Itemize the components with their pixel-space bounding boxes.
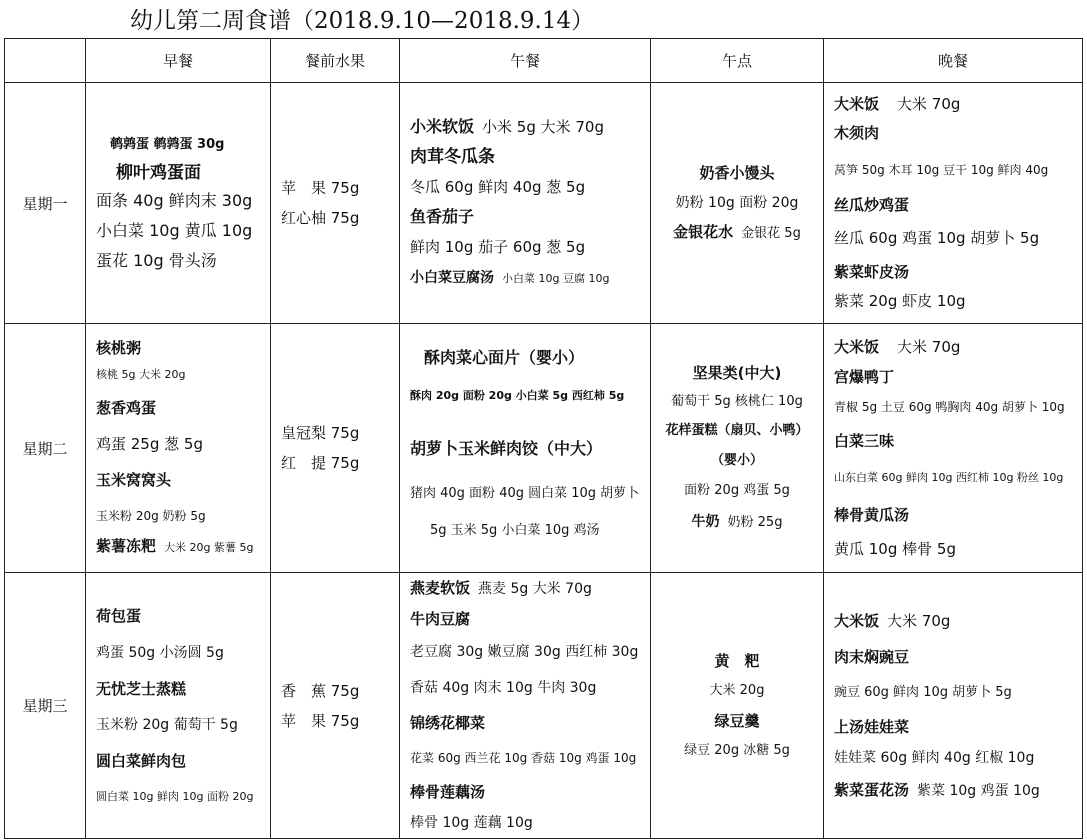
fruit-item: 红 提 75g xyxy=(281,454,360,472)
dinner-dish: 大米饭 xyxy=(834,338,880,356)
dinner-ingredients: 紫菜 20g 虾皮 10g xyxy=(834,292,966,310)
lunch-ingredients: 酥肉 20g 面粉 20g 小白菜 5g 西红柿 5g xyxy=(410,389,625,402)
dinner-dish: 上汤娃娃菜 xyxy=(834,718,910,736)
breakfast-ingredients: 蛋花 10g 骨头汤 xyxy=(96,251,217,270)
dinner-ingredients: 莴笋 50g 木耳 10g 豆干 10g 鲜肉 40g xyxy=(834,163,1049,177)
lunch-cell xyxy=(400,83,651,324)
breakfast-cell xyxy=(86,573,271,839)
day-label: 星期一 xyxy=(5,83,86,324)
breakfast-cell xyxy=(86,324,271,573)
snack-dish: 金银花水 xyxy=(673,223,734,241)
breakfast-ingredients: 圆白菜 10g 鲜肉 10g 面粉 20g xyxy=(96,789,254,803)
breakfast-ingredients: 小白菜 10g 黄瓜 10g xyxy=(96,221,253,240)
breakfast-dish: 核桃粥 xyxy=(96,339,142,357)
snack-ingredients: 绿豆 20g 冰糖 5g xyxy=(684,742,790,758)
dinner-ingredients: 大米 70g xyxy=(887,612,951,630)
breakfast-ingredients: 鸡蛋 25g 葱 5g xyxy=(96,435,203,453)
fruit-cell xyxy=(271,573,400,839)
page-title: 幼儿第二周食谱（2018.9.10—2018.9.14） xyxy=(130,8,595,34)
breakfast-dish: 葱香鸡蛋 xyxy=(96,399,157,417)
snack-dish: 奶香小馒头 xyxy=(699,164,775,182)
lunch-cell xyxy=(400,324,651,573)
dinner-dish: 木须肉 xyxy=(834,124,880,142)
dinner-ingredients: 大米 70g xyxy=(897,338,961,356)
day-label: 星期二 xyxy=(5,324,86,573)
snack-ingredients: 葡萄干 5g 核桃仁 10g xyxy=(671,394,803,409)
header-fruit: 餐前水果 xyxy=(271,39,400,83)
snack-ingredients: 奶粉 10g 面粉 20g xyxy=(675,195,799,211)
breakfast-dish: 无忧芝士蒸糕 xyxy=(96,679,187,698)
lunch-dish: 肉茸冬瓜条 xyxy=(410,147,495,167)
breakfast-ingredients: 玉米粉 20g 奶粉 5g xyxy=(96,509,206,523)
dinner-cell xyxy=(824,573,1083,839)
lunch-ingredients: 棒骨 10g 莲藕 10g xyxy=(410,815,533,831)
snack-ingredients: 金银花 5g xyxy=(741,226,801,241)
fruit-item: 苹 果 75g xyxy=(281,179,360,197)
dinner-ingredients: 娃娃菜 60g 鲜肉 40g 红椒 10g xyxy=(834,750,1035,766)
lunch-dish: 锦绣花椰菜 xyxy=(410,714,486,732)
breakfast-dish: 柳叶鸡蛋面 xyxy=(116,163,201,183)
fruit-item: 皇冠梨 75g xyxy=(281,424,360,442)
breakfast-ingredients: 玉米粉 20g 葡萄干 5g xyxy=(96,716,238,733)
header-row xyxy=(5,39,1083,83)
menu-table xyxy=(4,38,1083,839)
breakfast-dish: 荷包蛋 xyxy=(96,606,142,625)
dinner-ingredients: 丝瓜 60g 鸡蛋 10g 胡萝卜 5g xyxy=(834,229,1040,247)
lunch-ingredients: 香菇 40g 肉末 10g 牛肉 30g xyxy=(410,680,597,696)
lunch-ingredients: 老豆腐 30g 嫩豆腐 30g 西红柿 30g xyxy=(410,644,639,660)
snack-dish: 花样蛋糕（扇贝、小鸭） xyxy=(665,423,809,438)
fruit-item: 香 蕉 75g xyxy=(281,681,360,700)
lunch-dish: 燕麦软饭 xyxy=(410,579,471,597)
dinner-ingredients: 紫菜 10g 鸡蛋 10g xyxy=(917,783,1040,799)
lunch-ingredients: 花菜 60g 西兰花 10g 香菇 10g 鸡蛋 10g xyxy=(410,751,637,765)
breakfast-ingredients: 鸡蛋 50g 小汤圆 5g xyxy=(96,644,224,661)
header-snack: 午点 xyxy=(651,39,824,83)
dinner-ingredients: 山东白菜 60g 鲜肉 10g 西红柿 10g 粉丝 10g xyxy=(834,471,1064,484)
dinner-dish: 大米饭 xyxy=(834,95,880,113)
lunch-dish: 酥肉菜心面片（婴小） xyxy=(424,348,585,367)
lunch-dish: 鱼香茄子 xyxy=(410,207,475,226)
dinner-dish: 紫菜蛋花汤 xyxy=(834,781,910,799)
snack-dish: 坚果类(中大) xyxy=(692,364,782,382)
snack-ingredients: 面粉 20g 鸡蛋 5g xyxy=(684,483,790,498)
lunch-ingredients: 小米 5g 大米 70g xyxy=(482,118,604,136)
snack-dish: 黄 粑 xyxy=(714,651,760,670)
breakfast-ingredients: 核桃 5g 大米 20g xyxy=(96,368,186,381)
dinner-cell xyxy=(824,324,1083,573)
lunch-ingredients: 小白菜 10g 豆腐 10g xyxy=(502,272,610,285)
lunch-cell xyxy=(400,573,651,839)
dinner-ingredients: 豌豆 60g 鲜肉 10g 胡萝卜 5g xyxy=(834,685,1012,700)
table-row-wednesday xyxy=(5,573,1083,839)
table-row-tuesday xyxy=(5,324,1083,573)
snack-cell xyxy=(651,324,824,573)
dinner-ingredients: 黄瓜 10g 棒骨 5g xyxy=(834,540,956,558)
breakfast-dish: 玉米窝窝头 xyxy=(96,471,172,489)
header-corner xyxy=(5,39,86,83)
dinner-ingredients: 大米 70g xyxy=(897,95,961,113)
lunch-dish: 小白菜豆腐汤 xyxy=(410,270,494,286)
lunch-ingredients: 5g 玉米 5g 小白菜 10g 鸡汤 xyxy=(430,523,600,538)
lunch-ingredients: 猪肉 40g 面粉 40g 圆白菜 10g 胡萝卜 xyxy=(410,486,640,501)
lunch-ingredients: 燕麦 5g 大米 70g xyxy=(478,581,592,597)
dinner-dish: 棒骨黄瓜汤 xyxy=(834,506,910,524)
snack-ingredients: 奶粉 25g xyxy=(727,515,783,530)
breakfast-cell xyxy=(86,83,271,324)
lunch-dish: 小米软饭 xyxy=(410,117,475,136)
snack-cell xyxy=(651,573,824,839)
snack-ingredients: 大米 20g xyxy=(709,682,765,698)
fruit-item: 红心柚 75g xyxy=(281,209,360,227)
dinner-ingredients: 青椒 5g 土豆 60g 鸭胸肉 40g 胡萝卜 10g xyxy=(834,400,1065,414)
breakfast-dish: 圆白菜鲜肉包 xyxy=(96,751,187,770)
lunch-dish: 棒骨莲藕汤 xyxy=(410,783,486,801)
fruit-cell xyxy=(271,83,400,324)
snack-dish: （婴小） xyxy=(710,453,763,468)
dinner-dish: 肉末焖豌豆 xyxy=(834,648,910,666)
breakfast-ingredients: 大米 20g 紫薯 5g xyxy=(164,541,254,554)
dinner-dish: 紫菜虾皮汤 xyxy=(834,263,910,281)
dinner-dish: 大米饭 xyxy=(834,612,880,630)
header-breakfast: 早餐 xyxy=(86,39,271,83)
header-dinner: 晚餐 xyxy=(824,39,1083,83)
dinner-dish: 丝瓜炒鸡蛋 xyxy=(834,196,910,214)
breakfast-dish: 紫薯冻粑 xyxy=(96,537,157,555)
lunch-ingredients: 鲜肉 10g 茄子 60g 葱 5g xyxy=(410,238,586,256)
lunch-ingredients: 冬瓜 60g 鲜肉 40g 葱 5g xyxy=(410,178,586,196)
snack-cell xyxy=(651,83,824,324)
fruit-cell xyxy=(271,324,400,573)
day-label: 星期三 xyxy=(5,573,86,839)
snack-dish: 牛奶 xyxy=(691,514,720,530)
lunch-dish: 牛肉豆腐 xyxy=(410,610,471,628)
header-lunch: 午餐 xyxy=(400,39,651,83)
dinner-dish: 宫爆鸭丁 xyxy=(834,368,895,386)
breakfast-dish: 鹌鹑蛋 鹌鹑蛋 30g xyxy=(110,137,225,152)
lunch-dish: 胡萝卜玉米鲜肉饺（中大） xyxy=(410,439,603,458)
table-row-monday xyxy=(5,83,1083,324)
fruit-item: 苹 果 75g xyxy=(281,711,360,730)
dinner-cell xyxy=(824,83,1083,324)
dinner-dish: 白菜三味 xyxy=(834,432,895,450)
breakfast-ingredients: 面条 40g 鲜肉末 30g xyxy=(96,191,253,210)
snack-dish: 绿豆羹 xyxy=(714,711,760,730)
